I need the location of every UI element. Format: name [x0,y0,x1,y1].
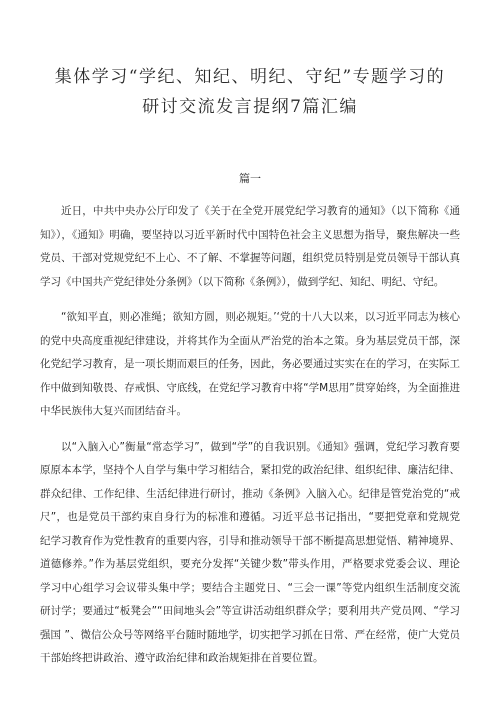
body-paragraph-1: 近日，中共中央办公厅印发了《关于在全党开展党纪学习教育的通知》（以下简称《通知》），《通知》明确，要坚持以习近平新时代中国特色社会主义思想为指导，聚焦解决一些党员、干部对党规党纪不上心、不了解、不掌握等问题，组织党员特别是党员领导干部认真学习《中国共产党纪律处分条例》（以下简称《条例》），做到学纪、知纪、明纪、守纪。 [40,205,460,288]
section-heading: 篇一 [239,172,261,185]
body-paragraph-2: “欲知平直，则必准绳；欲知方圆，则必规矩。’‘党的十八大以来，以习近平同志为核心的党中央高度重视纪律建设，并将其作为全面从严治党的治本之策。身为基层党员干部，深化党纪学习教育，是一项长期而艰巨的任务，因此，务必要通过实实在在的学习，在实际工作中做到知敬畏、存戒惧、守底线，在党纪学习教育中将“学M思用”贯穿始终，为全面推进中华民族伟大复兴而团结奋斗。 [40,311,460,417]
body-paragraph-3: 以“入脑入心”衡量“常态学习”，做到“学”的自我识别。《通知》强调，党纪学习教育要原原本本学，坚持个人自学与集中学习相结合，紧扣党的政治纪律、组织纪律、廉洁纪律、群众纪律、工作纪律、生活纪律进行研讨，推动《条例》入脑入心。纪律是管党治党的“戒尺”，也是党员干部约束自身行为的标准和遵循。习近平总书记指出，“要把党章和党规党纪学习教育作为党性教育的重要内容，引导和推动领导干部不断提高思想觉悟、精神境界、道德修养。”作为基层党组织，要充分发挥“关键少数”带头作用，严格要求党委会议、理论学习中心组学习会议带头集中学；要结合主题党日、“三会一课”等党内组织生活制度交流研讨学；要通过“板凳会”“田间地头会”等宣讲活动组织群众学；要利用共产党员网、“学习强国 ”、微信公众号等网络平台随时随地学，切实把学习抓在日常、严在经常，使广大党员干部始终把讲政治、遵守政治纪律和政治规矩排在首要位置。 [40,440,460,664]
document-title-line-2: 研讨交流发言提纲7篇汇编 [142,97,358,117]
document-title [40,62,460,122]
document-title-line-1: 集体学习“学纪、知纪、明纪、守纪”专题学习的 [54,67,446,87]
